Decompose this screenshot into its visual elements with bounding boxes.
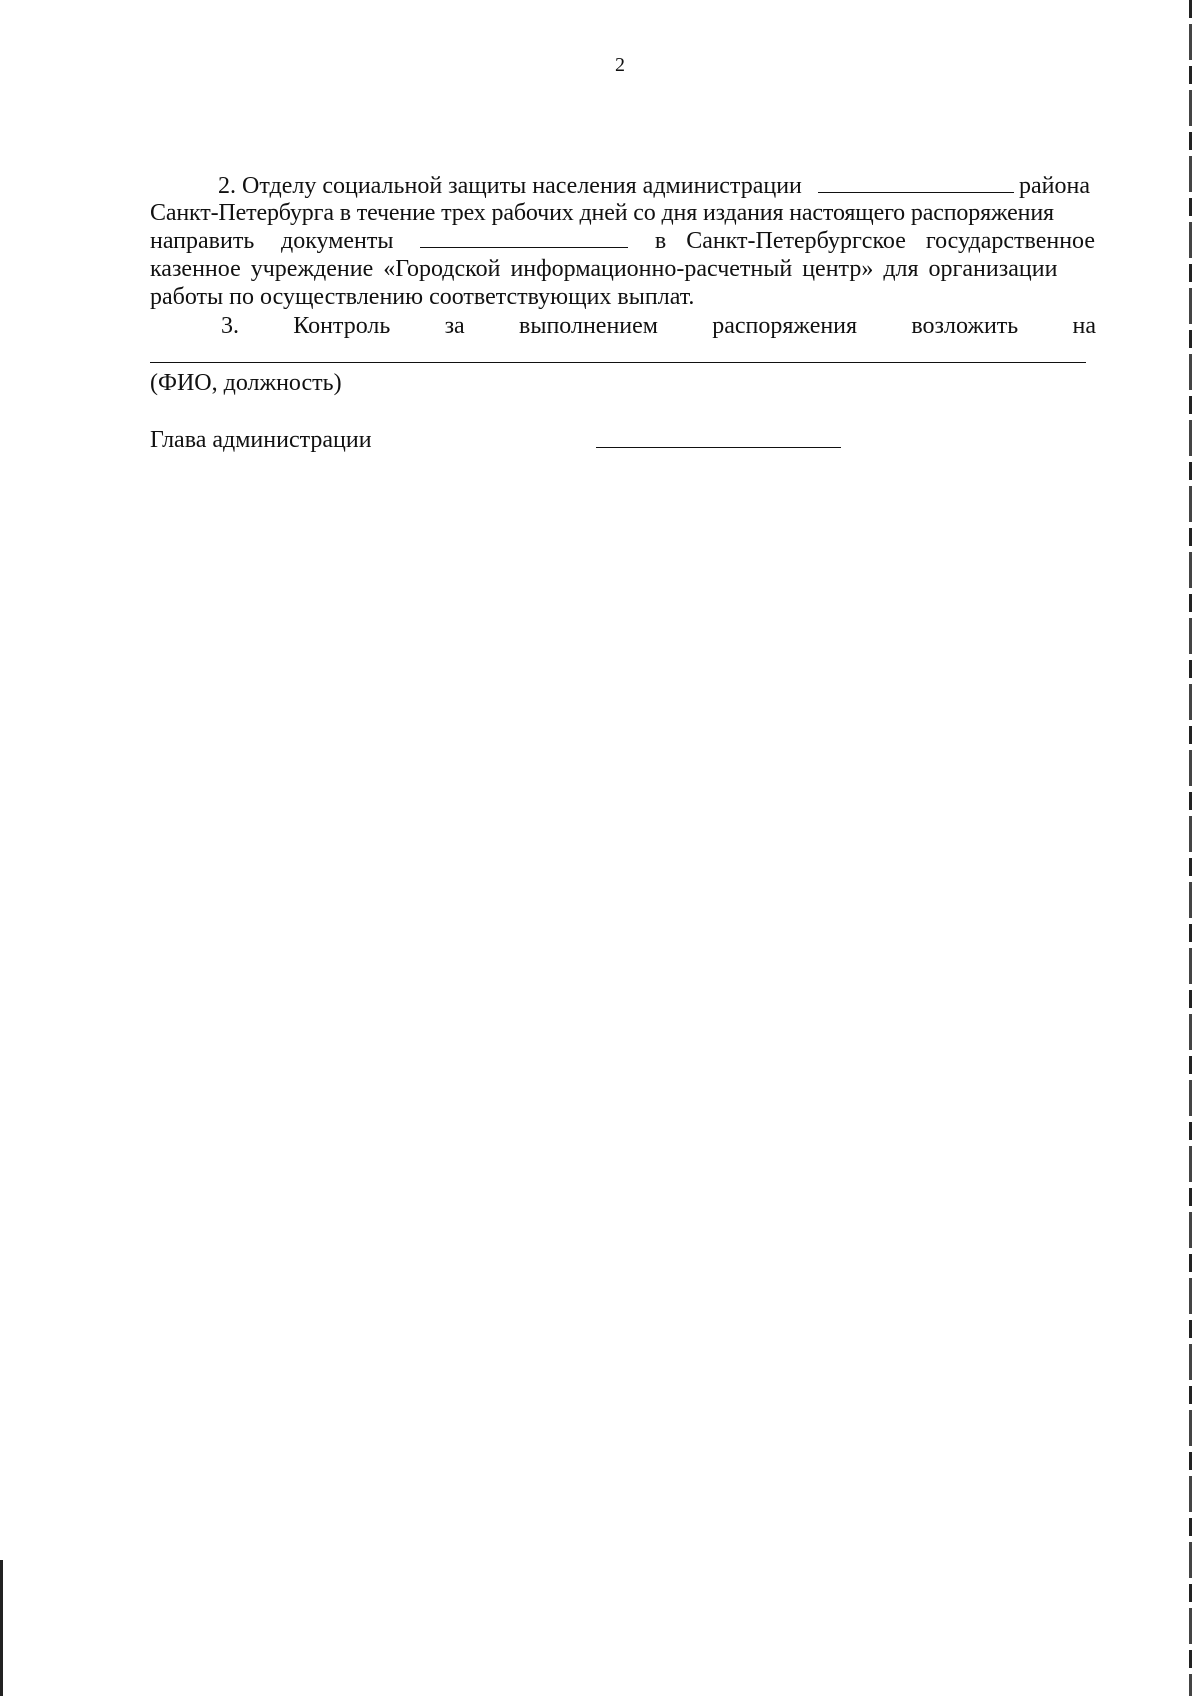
- signature-label: Глава администрации: [150, 427, 372, 453]
- paragraph-2-line-4: казенное учреждение «Городской информационно-расчетный центр» для организации: [150, 256, 1058, 282]
- word-vypolneniem: выполнением: [518, 313, 658, 339]
- paragraph-2-line-1-start: 2. Отделу социальной защиты населения администрации: [218, 173, 802, 199]
- word-na: на: [1072, 313, 1096, 339]
- word-za: за: [444, 313, 465, 339]
- word-napravit: направить: [150, 228, 255, 254]
- paragraph-3-line-1: [221, 312, 1096, 340]
- paragraph-2-line-1-end: района: [1019, 173, 1090, 199]
- paragraph-3-number: 3.: [221, 313, 239, 339]
- paragraph-2-line-3: [150, 227, 1095, 255]
- paragraph-2-line-2: Санкт-Петербурга в течение трех рабочих дней со дня издания настоящего распоряжения: [150, 200, 1054, 226]
- signature-line: [596, 447, 841, 448]
- scan-edge-left: [0, 1560, 3, 1696]
- word-kontrol: Контроль: [293, 313, 391, 339]
- scan-edge-right: [1189, 0, 1192, 1696]
- blank-responsible-person-field: [150, 362, 1086, 363]
- word-rasporyazheniya: распоряжения: [712, 313, 858, 339]
- page-number: 2: [615, 54, 625, 76]
- blank-district-field: [818, 192, 1014, 193]
- blank-documents-field: [420, 229, 628, 248]
- paragraph-2-line-3-end: в Санкт-Петербургское государственное: [654, 228, 1095, 254]
- word-vozlozhit: возложить: [911, 313, 1019, 339]
- word-dokumenty: документы: [280, 228, 394, 254]
- fio-caption: (ФИО, должность): [150, 370, 342, 396]
- paragraph-2-line-5: работы по осуществлению соответствующих выплат.: [150, 284, 695, 310]
